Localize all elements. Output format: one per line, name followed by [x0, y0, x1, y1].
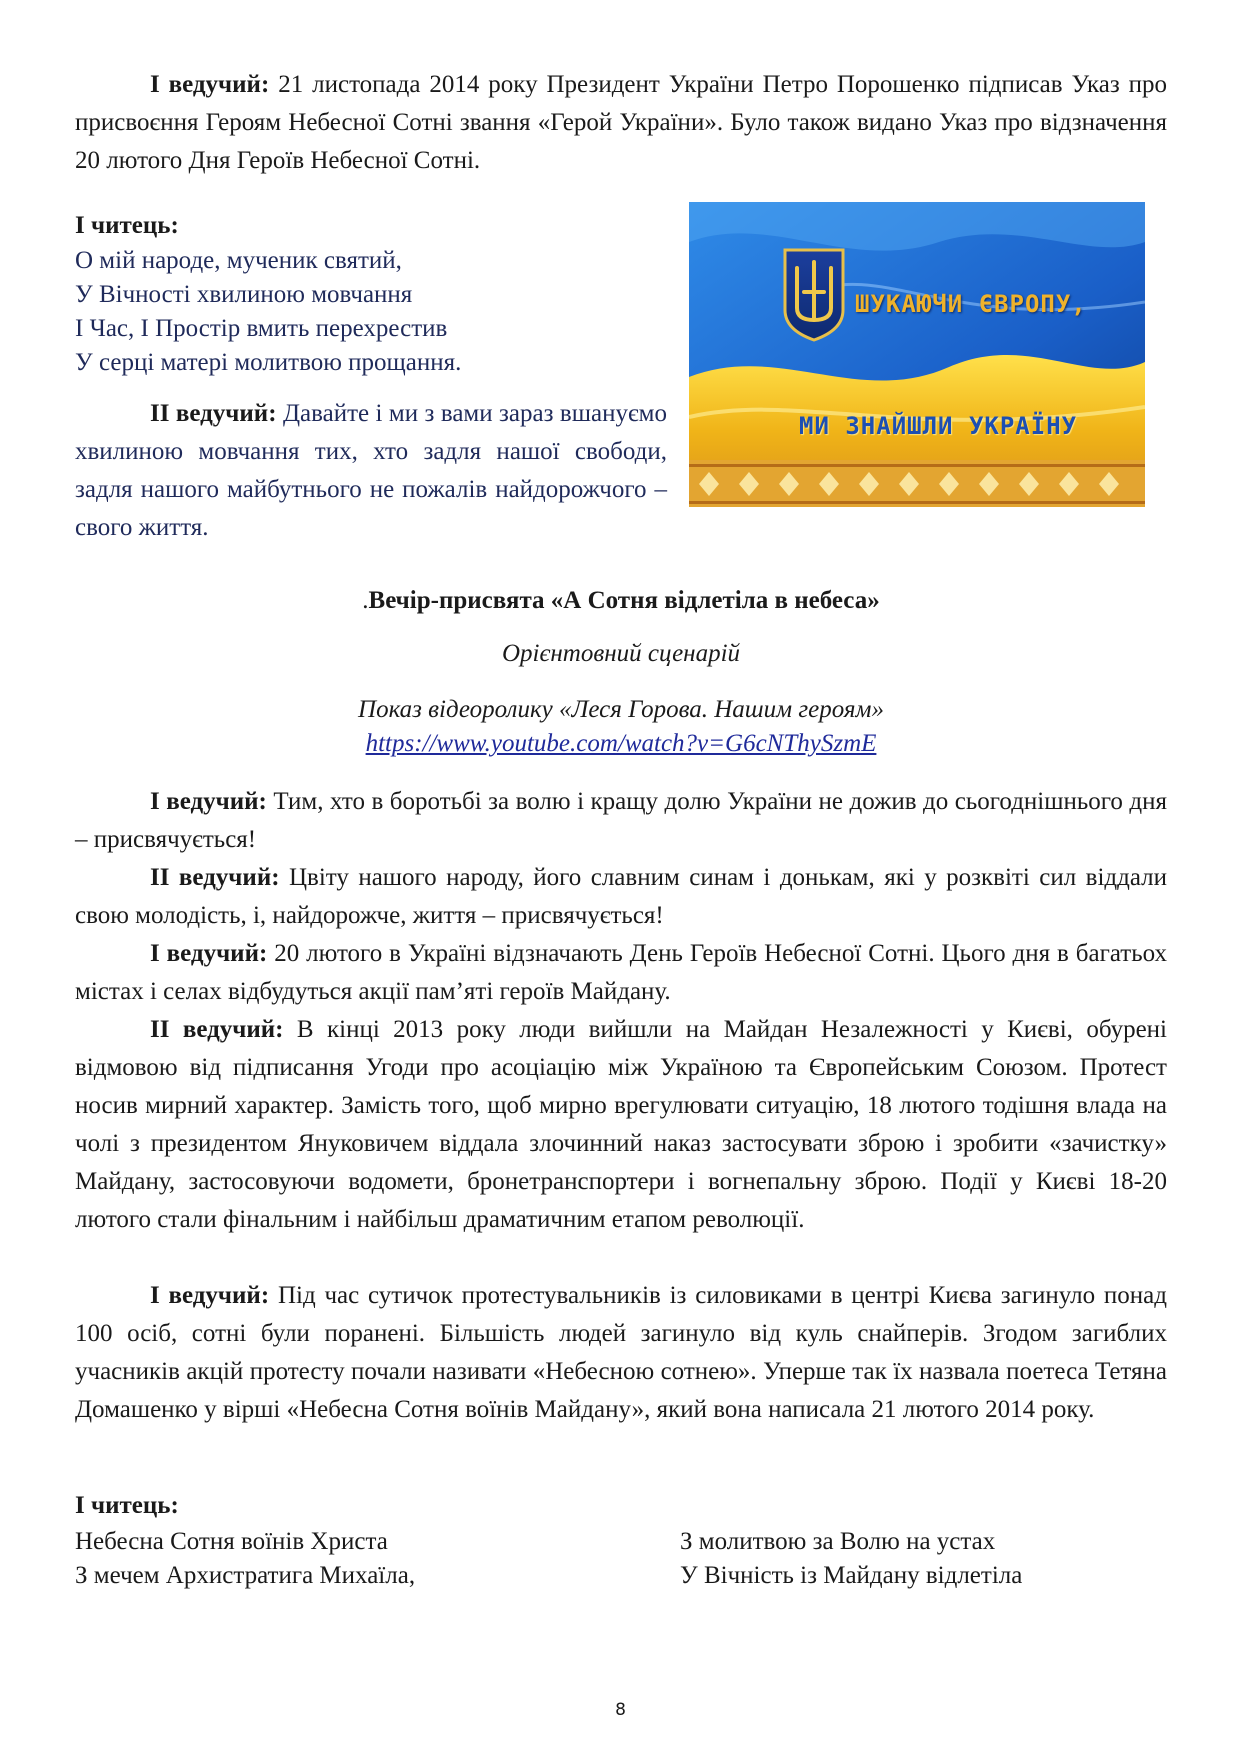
event-title [75, 587, 1167, 615]
title-text: Вечір-присвята «А Сотня відлетіла в небеса» [368, 587, 880, 614]
poem-stanza [75, 244, 461, 380]
banner-slogan-line2: МИ ЗНАЙШЛИ УКРАЇНУ [799, 412, 1078, 440]
paragraph-text: 20 лютого в Україні відзначають День Героїв Небесної Сотні. Цього дня в багатьох містах і селах відбудуться акції пам’яті героїв Майдану. [75, 940, 1167, 1005]
paragraph-text: Під час сутичок протестувальників із силовиками в центрі Києва загинуло понад 100 осіб, сотні були поранені. Більшість людей загинуло від куль снайперів. Згодом загиблих учасників акцій протесту почали називати «Небесною сотнею». Уперше так їх назвала поетеса Тетяна Домашенко у вірші «Небесна Сотня воїнів Майдану», який вона написала 21 лютого 2014 року. [75, 1282, 1167, 1423]
page-number: 8 [615, 1700, 626, 1720]
speaker-label: І ведучий: [150, 788, 267, 815]
reader-label: І читець: [75, 1492, 179, 1519]
paragraph-text: Давайте і ми з вами зараз вшануємо хвилиною мовчання тих, хто задля нашої свободи, задля нашого майбутнього не пожалів найдорожчого – свого життя. [75, 400, 668, 541]
banner-slogan-line1: ШУКАЮЧИ ЄВРОПУ, [855, 290, 1087, 318]
poem-line: З молитвою за Волю на устах [680, 1528, 996, 1555]
video-link-line [75, 730, 1167, 758]
dialogue-paragraph [75, 1277, 1167, 1429]
poem-line: І Час, І Простір вмить перехрестив [75, 315, 448, 342]
speaker-label: І ведучий: [150, 71, 270, 98]
title-prefix: . [362, 587, 369, 614]
speaker-label: ІІ ведучий: [150, 864, 280, 891]
poem-line: З мечем Архистратига Михаїла, [75, 1562, 416, 1589]
poem-line: О мій народе, мученик святий, [75, 247, 402, 274]
poem-right-column [680, 1525, 1022, 1593]
reader-label: І читець: [75, 212, 179, 239]
poem-left-column [75, 1525, 415, 1593]
dialogue-paragraph [75, 859, 1167, 935]
event-subtitle: Орієнтовний сценарій [501, 640, 741, 667]
poem-line: У Вічність із Майдану відлетіла [680, 1562, 1023, 1589]
flag-banner-illustration [689, 202, 1145, 507]
moment-of-silence-paragraph [75, 395, 667, 547]
dialogue-paragraph [75, 1011, 1167, 1239]
poem-line: У Вічності хвилиною мовчання [75, 281, 413, 308]
intro-paragraph [75, 66, 1167, 180]
youtube-link[interactable]: https://www.youtube.com/watch?v=G6cNThySzmE [365, 730, 877, 757]
poem-line: У серці матері молитвою прощання. [75, 349, 462, 376]
speaker-label: ІІ ведучий: [150, 1016, 284, 1043]
ukraine-flag-banner [689, 202, 1145, 507]
paragraph-text: В кінці 2013 року люди вийшли на Майдан Незалежності у Києві, обурені відмовою від підписання Угоди про асоціацію між Україною та Європейським Союзом. Протест носив мирний характер. Замість того, щоб мирно врегулювати ситуацію, 18 лютого тодішня влада на чолі з президентом Януковичем віддала злочинний наказ застосувати зброю і зробити «зачистку» Майдану, застосовуючи водомети, бронетранспортери і вогнепальну зброю. Події у Києві 18-20 лютого стали фінальним і найбільш драматичним етапом революції. [75, 1016, 1168, 1233]
speaker-label: ІІ ведучий: [150, 400, 277, 427]
speaker-label: І ведучий: [150, 1282, 270, 1309]
paragraph-text: Тим, хто в боротьбі за волю і кращу долю України не дожив до сьогоднішнього дня – присвячується! [75, 788, 1167, 853]
paragraph-text: Цвіту нашого народу, його славним синам і донькам, які у розквіті сил віддали свою молодість, і, найдорожче, життя – присвячується! [75, 864, 1167, 929]
paragraph-text: 21 листопада 2014 року Президент України Петро Порошенко підписав Указ про присвоєння Героям Небесної Сотні звання «Герой України». Було також видано Указ про відзначення 20 лютого Дня Героїв Небесної Сотні. [75, 71, 1167, 174]
dialogue-paragraph [75, 935, 1167, 1011]
video-caption: Показ відеоролику «Леся Горова. Нашим героям» [358, 696, 884, 723]
speaker-label: І ведучий: [150, 940, 268, 967]
poem-line: Небесна Сотня воїнів Христа [75, 1528, 388, 1555]
dialogue-paragraph [75, 783, 1167, 859]
